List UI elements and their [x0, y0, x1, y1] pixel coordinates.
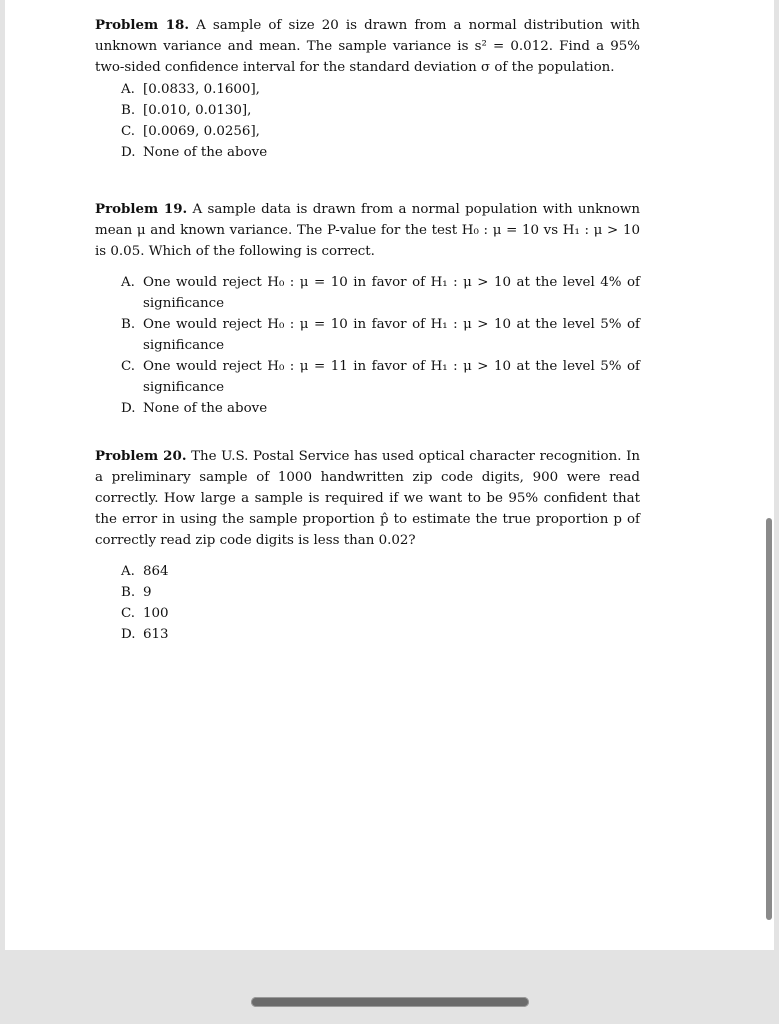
option-b[interactable] [95, 582, 640, 603]
option-letter: B. [121, 103, 136, 118]
option-text: One would reject H₀ : μ = 10 in favor of H₁ : μ > 10 at the level 5% of significance [143, 317, 640, 353]
option-a[interactable] [95, 79, 640, 100]
answer-options [95, 561, 640, 645]
option-text: 100 [143, 606, 169, 621]
option-text: 9 [143, 585, 152, 600]
option-a[interactable] [95, 272, 640, 314]
problem-20-text [95, 446, 640, 551]
option-text: None of the above [143, 145, 268, 160]
problem-stem: The U.S. Postal Service has used optical character recognition. In a preliminary sample of 1000 handwritten zip code digits, 900 were read correctly. How large a sample is required if we want to be 95% confident that the error in using the sample proportion p̂ to estimate the true proportion p of correctly read zip code digits is less than 0.02? [95, 449, 640, 548]
option-text: 864 [143, 564, 169, 579]
option-letter: B. [121, 317, 136, 332]
option-text: None of the above [143, 401, 268, 416]
option-letter: A. [121, 275, 135, 290]
problem-20 [95, 446, 640, 645]
option-letter: C. [121, 124, 136, 139]
option-letter: D. [121, 401, 136, 416]
option-letter: A. [121, 82, 135, 97]
option-letter: A. [121, 564, 135, 579]
option-c[interactable] [95, 121, 640, 142]
option-letter: D. [121, 627, 136, 642]
option-c[interactable] [95, 603, 640, 624]
option-text: 613 [143, 627, 169, 642]
option-b[interactable] [95, 100, 640, 121]
problem-18 [95, 15, 640, 163]
problem-18-text [95, 15, 640, 78]
option-text: [0.010, 0.0130], [143, 103, 252, 118]
option-c[interactable] [95, 356, 640, 398]
option-d[interactable] [95, 398, 640, 419]
answer-options [95, 272, 640, 419]
option-letter: C. [121, 606, 136, 621]
problem-title: Problem 19. [95, 201, 188, 217]
vertical-scrollbar[interactable] [766, 518, 772, 920]
home-indicator-bar[interactable] [251, 997, 529, 1007]
option-letter: C. [121, 359, 136, 374]
problem-title: Problem 18. [95, 17, 190, 33]
option-text: One would reject H₀ : μ = 11 in favor of H₁ : μ > 10 at the level 5% of significance [143, 359, 640, 395]
option-d[interactable] [95, 624, 640, 645]
option-b[interactable] [95, 314, 640, 356]
problem-19 [95, 199, 640, 419]
option-text: [0.0833, 0.1600], [143, 82, 260, 97]
problem-stem: A sample data is drawn from a normal population with unknown mean μ and known variance. The P-value for the test H₀ : μ = 10 vs H₁ : μ > 10 is 0.05. Which of the following is correct. [95, 202, 640, 259]
option-text: [0.0069, 0.0256], [143, 124, 260, 139]
option-d[interactable] [95, 142, 640, 163]
option-a[interactable] [95, 561, 640, 582]
option-text: One would reject H₀ : μ = 10 in favor of H₁ : μ > 10 at the level 4% of significance [143, 275, 640, 311]
problem-title: Problem 20. [95, 448, 187, 464]
option-letter: B. [121, 585, 136, 600]
problem-19-text [95, 199, 640, 262]
answer-options [95, 79, 640, 163]
problem-stem: A sample of size 20 is drawn from a normal distribution with unknown variance and mean. The sample variance is s² = 0.012. Find a 95% two-sided confidence interval for the standard deviation σ of the population. [95, 18, 641, 75]
option-letter: D. [121, 145, 136, 160]
